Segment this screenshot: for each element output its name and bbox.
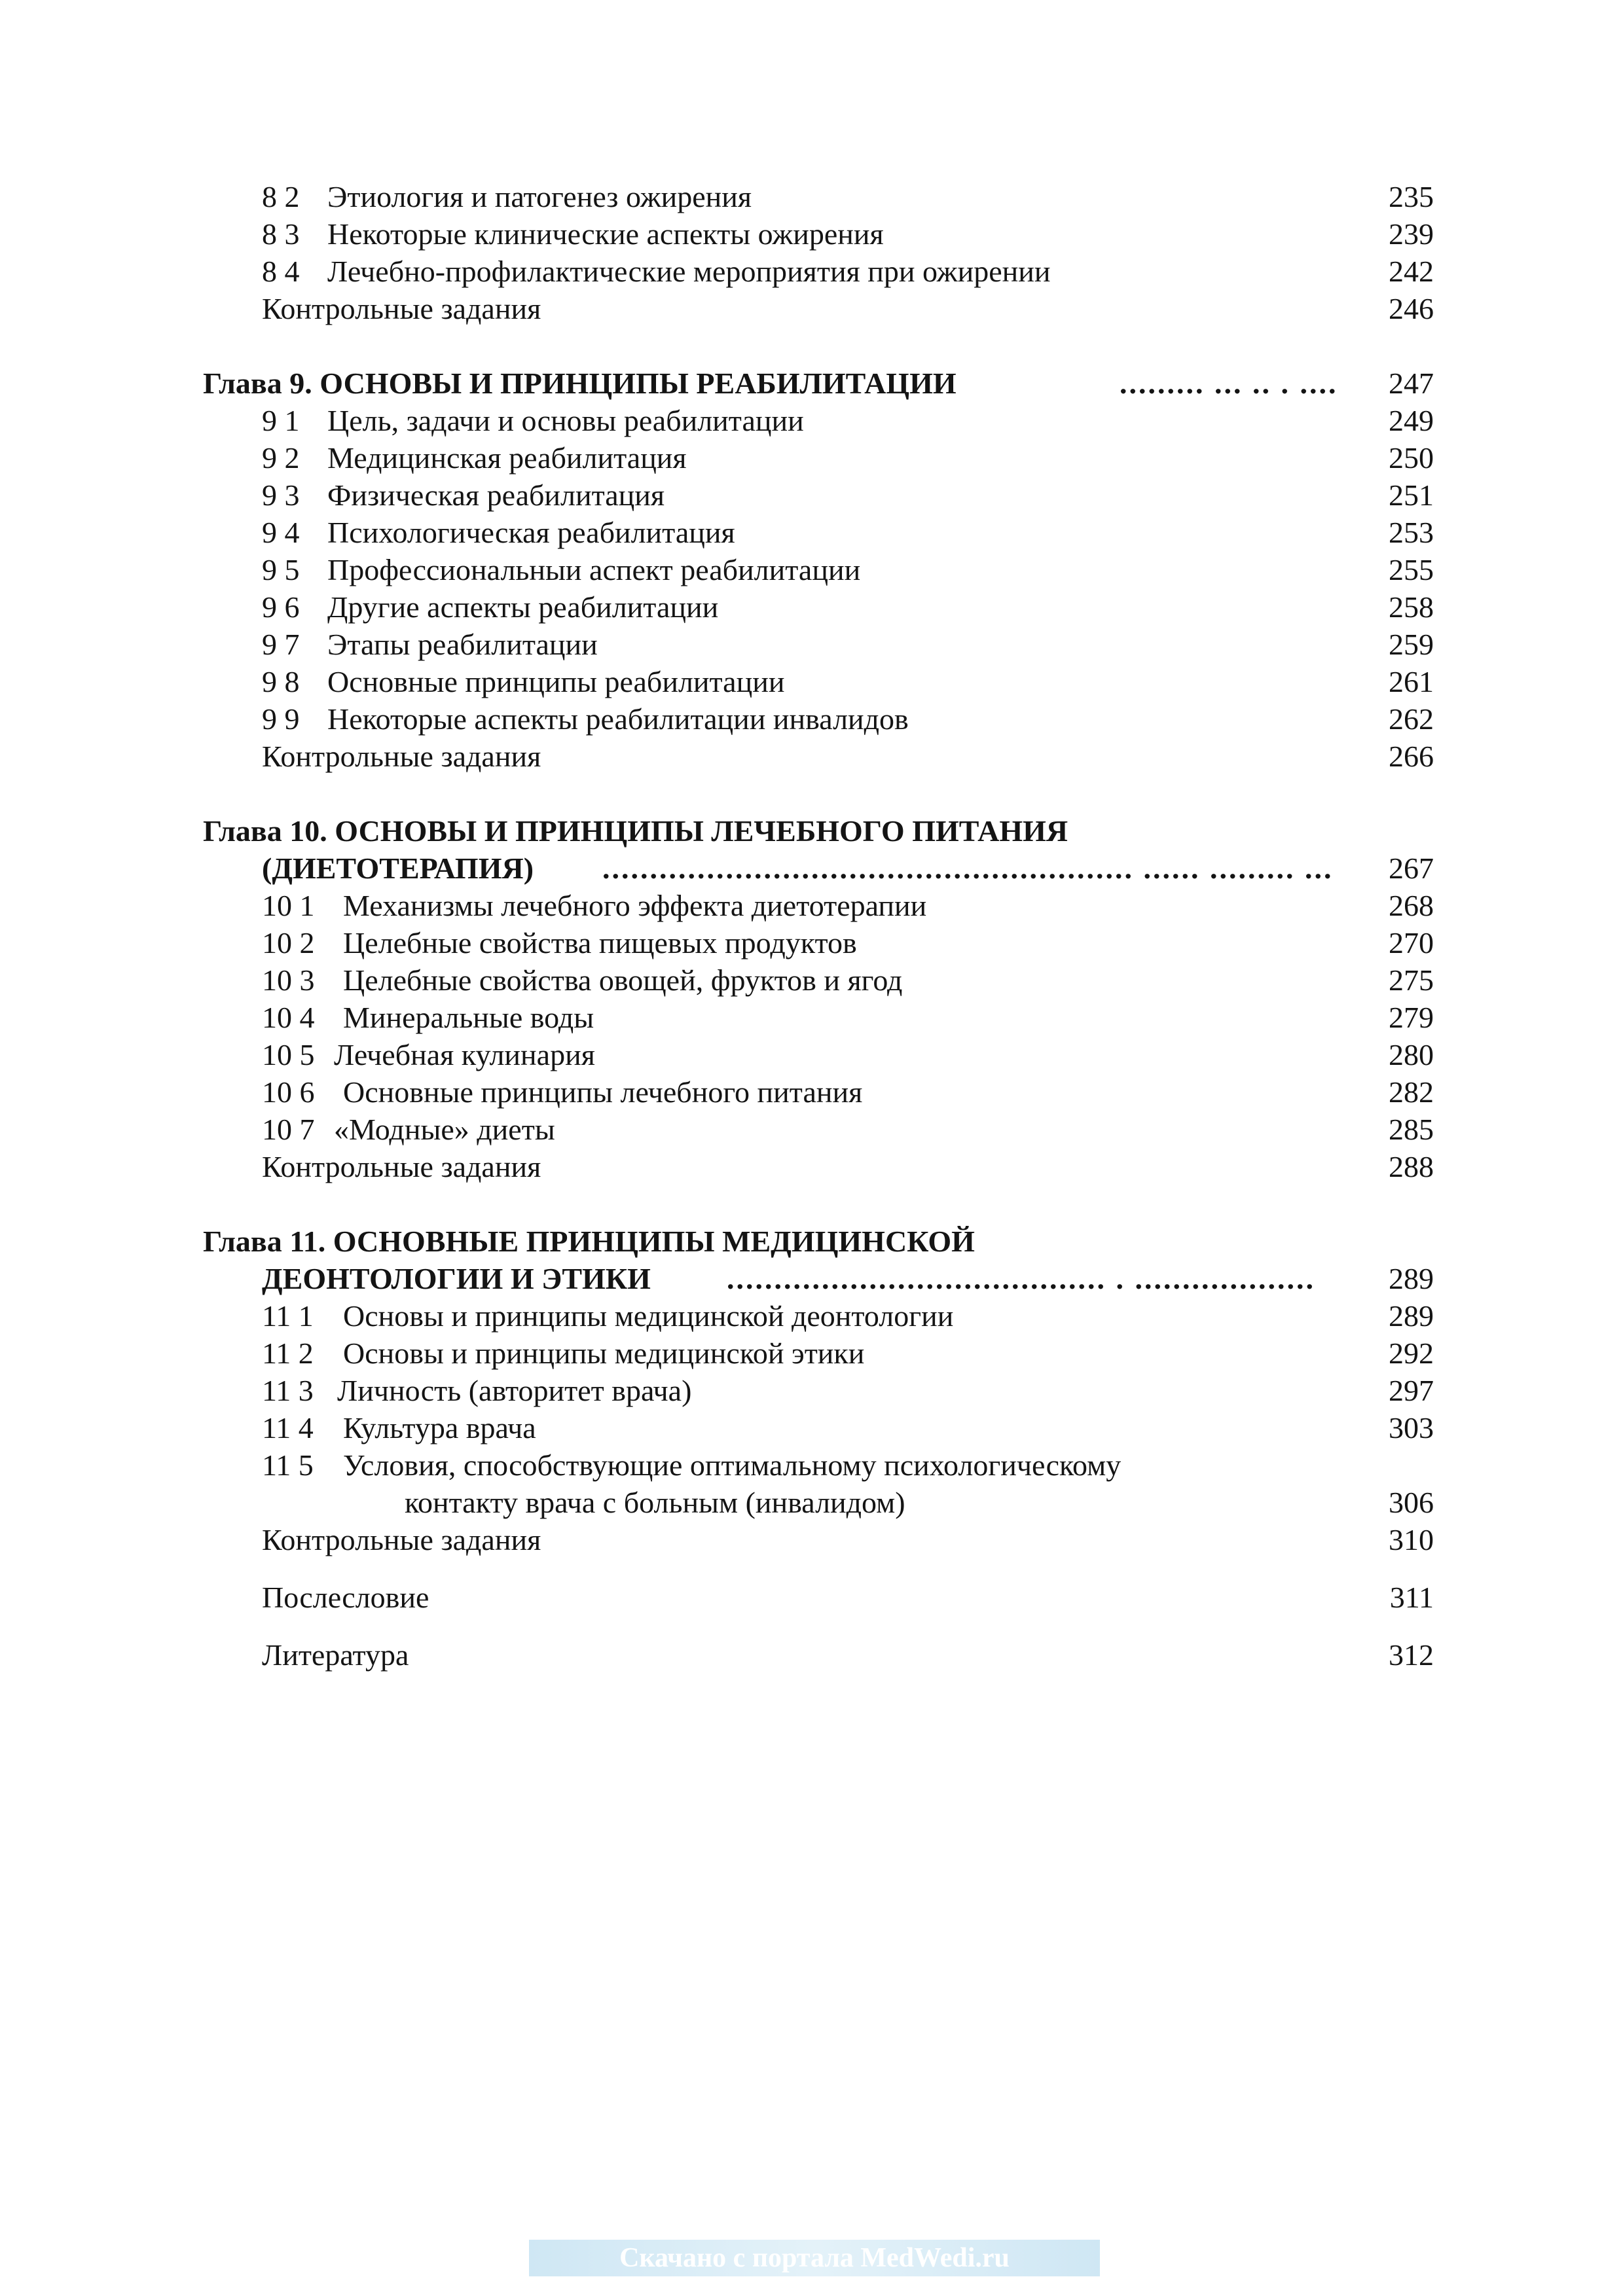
page-number: 249	[1389, 404, 1434, 437]
page-number: 270	[1389, 926, 1434, 960]
section-title: Личность (авторитет врача)	[337, 1374, 692, 1407]
page-number: 289	[1389, 1299, 1434, 1333]
page-number: 253	[1389, 516, 1434, 549]
toc-entry	[203, 961, 1434, 999]
page-number: 239	[1389, 217, 1434, 251]
toc-entry	[203, 999, 1434, 1036]
section-title: Основные принципы реабилитации	[327, 665, 785, 698]
chapter-title-continued: ДЕОНТОЛОГИИ И ЭТИКИ	[262, 1262, 651, 1295]
page-number: 288	[1389, 1150, 1434, 1183]
section-number: 9 9	[262, 702, 300, 736]
section-title: Основные принципы лечебного питания	[343, 1075, 863, 1109]
page-number: 262	[1389, 702, 1434, 736]
section-title: Физическая реабилитация	[327, 478, 665, 512]
section-title: Цель, задачи и основы реабилитации	[327, 404, 804, 437]
toc-entry-afterword	[203, 1579, 1434, 1616]
section-title-continued: контакту врача с больным (инвалидом)	[405, 1486, 905, 1519]
toc-entry	[203, 626, 1434, 663]
toc-entry	[203, 887, 1434, 924]
section-title: Лечебная кулинария	[334, 1038, 595, 1071]
section-number: 9 8	[262, 665, 300, 698]
section-title: Этиология и патогенез ожирения	[327, 180, 752, 213]
section-number: 10 7	[262, 1113, 315, 1146]
chapter-heading-11	[203, 1223, 1434, 1260]
page-number: 261	[1389, 665, 1434, 698]
section-number: 11 5	[262, 1448, 314, 1482]
toc-entry	[203, 1446, 1434, 1484]
page-number: 259	[1389, 628, 1434, 661]
section-title: Лечебно-профилактические мероприятия при ожирении	[327, 255, 1051, 288]
page-number: 242	[1389, 255, 1434, 288]
section-number: 11 4	[262, 1411, 314, 1444]
toc-entry	[203, 1409, 1434, 1446]
section-number: 10 5	[262, 1038, 315, 1071]
chapter-title: Глава 10. ОСНОВЫ И ПРИНЦИПЫ ЛЕЧЕБНОГО ПИТАНИЯ	[203, 814, 1068, 848]
page-number: 312	[1389, 1638, 1434, 1672]
section-title: «Модные» диеты	[334, 1113, 555, 1146]
section-title: Этапы реабилитации	[327, 628, 598, 661]
watermark-banner: Скачано с портала MedWedi.ru	[529, 2240, 1100, 2276]
toc-entry-control-tasks	[203, 738, 1434, 775]
section-number: 8 2	[262, 180, 300, 213]
section-number: 11 3	[262, 1374, 314, 1407]
section-number: 9 7	[262, 628, 300, 661]
page-number: 289	[1389, 1262, 1434, 1295]
section-title: Другие аспекты реабилитации	[327, 590, 719, 624]
chapter-heading-11-continued	[203, 1260, 1434, 1297]
toc-entry	[203, 1073, 1434, 1111]
section-number: 10 3	[262, 963, 315, 997]
toc-entry	[203, 663, 1434, 700]
toc-entry	[203, 1372, 1434, 1409]
toc-entry	[203, 1111, 1434, 1148]
toc-entry	[203, 924, 1434, 961]
page-number: 292	[1389, 1336, 1434, 1370]
section-number: 8 4	[262, 255, 300, 288]
section-title: Некоторые аспекты реабилитации инвалидов	[327, 702, 909, 736]
section-title: Психологическая реабилитация	[327, 516, 735, 549]
page-number: 246	[1389, 292, 1434, 325]
toc-entry	[203, 588, 1434, 626]
page-number: 297	[1389, 1374, 1434, 1407]
section-title: Медицинская реабилитация	[327, 441, 687, 475]
toc-entry	[203, 476, 1434, 514]
toc-entry	[203, 215, 1434, 253]
toc-entry	[203, 1335, 1434, 1372]
section-number: 9 6	[262, 590, 300, 624]
afterword-title: Послесловие	[262, 1581, 429, 1614]
table-of-contents	[203, 178, 1434, 1674]
section-title: Основы и принципы медицинской деонтологии	[343, 1299, 954, 1333]
chapter-title-continued: (ДИЕТОТЕРАПИЯ)	[262, 852, 534, 885]
section-number: 10 6	[262, 1075, 315, 1109]
page-number: 258	[1389, 590, 1434, 624]
toc-entry	[203, 514, 1434, 551]
control-tasks-label: Контрольные задания	[262, 1150, 541, 1183]
page-number: 255	[1389, 553, 1434, 586]
chapter-heading-10-continued	[203, 850, 1434, 887]
page-number: 268	[1389, 889, 1434, 922]
page-number: 275	[1389, 963, 1434, 997]
section-title: Механизмы лечебного эффекта диетотерапии	[343, 889, 927, 922]
section-number: 11 1	[262, 1299, 314, 1333]
section-title: Целебные свойства овощей, фруктов и ягод	[343, 963, 903, 997]
page-number: 311	[1389, 1581, 1434, 1614]
section-number: 10 2	[262, 926, 315, 960]
page-number: 303	[1389, 1411, 1434, 1444]
chapter-title: Глава 11. ОСНОВНЫЕ ПРИНЦИПЫ МЕДИЦИНСКОЙ	[203, 1225, 975, 1258]
section-title: Условия, способствующие оптимальному психологическому	[343, 1448, 1122, 1482]
toc-entry	[203, 551, 1434, 588]
control-tasks-label: Контрольные задания	[262, 1523, 541, 1556]
dot-leader: ........................................ . ...................	[727, 1262, 1315, 1295]
page-number: 251	[1389, 478, 1434, 512]
literature-title: Литература	[262, 1638, 409, 1672]
page-number: 235	[1389, 180, 1434, 213]
section-number: 9 2	[262, 441, 300, 475]
dot-leader: ......... ... .. . ....	[1120, 367, 1338, 400]
section-number: 9 5	[262, 553, 300, 586]
toc-entry-control-tasks	[203, 1148, 1434, 1185]
toc-entry	[203, 1297, 1434, 1335]
section-title: Основы и принципы медицинской этики	[343, 1336, 865, 1370]
section-title: Культура врача	[343, 1411, 536, 1444]
page-number: 310	[1389, 1523, 1434, 1556]
section-title: Целебные свойства пищевых продуктов	[343, 926, 857, 960]
control-tasks-label: Контрольные задания	[262, 740, 541, 773]
section-number: 9 1	[262, 404, 300, 437]
toc-entry	[203, 253, 1434, 290]
page-number: 266	[1389, 740, 1434, 773]
toc-entry-control-tasks	[203, 290, 1434, 327]
section-number: 10 4	[262, 1001, 315, 1034]
toc-entry-continued	[203, 1484, 1434, 1521]
control-tasks-label: Контрольные задания	[262, 292, 541, 325]
page-number: 247	[1389, 367, 1434, 400]
page-number: 267	[1389, 852, 1434, 885]
toc-entry	[203, 402, 1434, 439]
section-number: 9 3	[262, 478, 300, 512]
section-number: 10 1	[262, 889, 315, 922]
toc-entry-literature	[203, 1636, 1434, 1674]
chapter-title: Глава 9. ОСНОВЫ И ПРИНЦИПЫ РЕАБИЛИТАЦИИ	[203, 367, 957, 400]
section-title: Некоторые клинические аспекты ожирения	[327, 217, 884, 251]
page-number: 306	[1389, 1486, 1434, 1519]
page-number: 285	[1389, 1113, 1434, 1146]
section-number: 9 4	[262, 516, 300, 549]
dot-leader: ........................................................ ...... ......... ...	[602, 852, 1334, 885]
section-title: Профессиональныи аспект реабилитации	[327, 553, 861, 586]
page-number: 279	[1389, 1001, 1434, 1034]
toc-entry-control-tasks	[203, 1521, 1434, 1558]
section-number: 8 3	[262, 217, 300, 251]
page-number: 250	[1389, 441, 1434, 475]
toc-entry	[203, 1036, 1434, 1073]
page-number: 280	[1389, 1038, 1434, 1071]
chapter-heading-9	[203, 365, 1434, 402]
page-number: 282	[1389, 1075, 1434, 1109]
toc-entry	[203, 439, 1434, 476]
section-title: Минеральные воды	[343, 1001, 594, 1034]
chapter-heading-10	[203, 812, 1434, 850]
toc-entry	[203, 178, 1434, 215]
toc-entry	[203, 700, 1434, 738]
section-number: 11 2	[262, 1336, 314, 1370]
